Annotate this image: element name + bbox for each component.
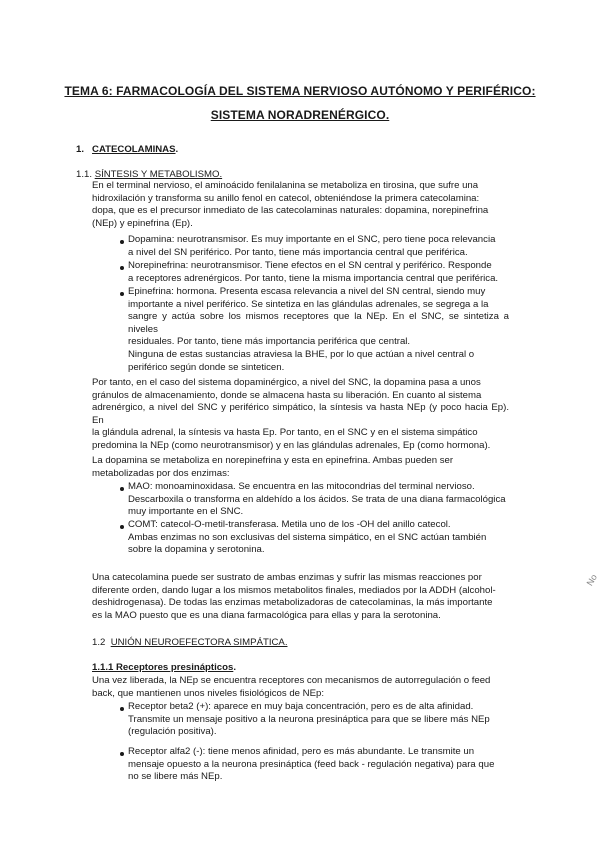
paragraph-metabolismo: La dopamina se metaboliza en norepinefrina y esta en epinefrina. Ambas pueden ser metabolizadas por dos enzimas:	[92, 455, 454, 479]
list-item-dopamina: Dopamina: neurotransmisor. Es muy importante en el SNC, pero tiene poca relevancia a nivel del SN periférico. Por tanto, tiene más importancia central que periférica.	[128, 234, 496, 258]
side-watermark: No	[585, 572, 600, 588]
subsection-label: SÍNTESIS Y METABOLISMO.	[94, 169, 223, 180]
section-number: 1.	[76, 144, 85, 155]
list-item-mao: MAO: monoaminoxidasa. Se encuentra en las mitocondrias del terminal nervioso. Descarboxila o transforma en aldehído a los ácidos. Se trata de una diana farmacológica muy importante en el SNC.	[128, 481, 506, 518]
list-item-comt: COMT: catecol-O-metil-transferasa. Metila uno de los -OH del anillo catecol. Ambas enzimas no son exclusivas del sistema simpático, en el SNC actúan también sobre la dopamina y serotonina.	[128, 519, 487, 556]
subsection-heading-1-2: 1.2 UNIÓN NEUROEFECTORA SIMPÁTICA.	[92, 637, 288, 648]
paragraph-sistema-dopaminergico: Por tanto, en el caso del sistema dopaminérgico, a nivel del SNC, la dopamina pasa a unos gránulos de almacenamiento, donde se almacena hasta su liberación. En cuanto al sistema adrenérgico, a nivel del SNC y periférico simpático, la síntesis va hasta NEp (y poco hacia Ep). En la glándula adrenal, la síntesis va hasta Ep. Por tanto, en el SNC y en el sistema simpático predomina la NEp (como neurotransmisor) y en las glándulas adrenales, Ep (como hormona).	[92, 377, 509, 451]
paragraph-receptores: Una vez liberada, la NEp se encuentra receptores con mecanismos de autorregulación o feed back, que mantienen unos niveles fisiológicos de NEp:	[92, 675, 491, 699]
list-item-epinefrina: Epinefrina: hormona. Presenta escasa relevancia a nivel del SN central, siendo muy importante a nivel periférico. Se sintetiza en las glándulas adrenales, se segrega a la sangre y actúa sobre los mismos receptores que la NEp. En el SNC, se sintetiza a niveles residuales. Por tanto, tiene más importancia periférica que central. Ninguna de estas sustancias atraviesa la BHE, por lo que actúan a nivel central o periférico según donde se sinteticen.	[128, 286, 509, 373]
intro-paragraph: En el terminal nervioso, el aminoácido fenilalanina se metaboliza en tirosina, que sufre una hidroxilación y transforma su anillo fenol en catecol, obteniéndose la primera catecolamina: dopa, que es el precursor inmediato de las catecolaminas naturales: dopamina, norepinefrina (NEp) y epinefrina (Ep).	[92, 180, 489, 229]
section-heading-1: 1. CATECOLAMINAS.	[76, 144, 179, 155]
subsection-label: UNIÓN NEUROEFECTORA SIMPÁTICA.	[110, 637, 288, 648]
subsection-heading-1-1: 1.1. SÍNTESIS Y METABOLISMO.	[76, 169, 223, 180]
list-item-receptor-beta2: Receptor beta2 (+): aparece en muy baja concentración, pero es de alta afinidad. Transmite un mensaje positivo a la neurona presináptica para que se libere más NEp (regulación positiva).	[128, 701, 490, 738]
section-label: CATECOLAMINAS	[92, 144, 176, 155]
subsection-heading-1-1-1: 1.1.1 Receptores presinápticos.	[92, 662, 236, 673]
list-item-norepinefrina: Norepinefrina: neurotransmisor. Tiene efectos en el SN central y periférico. Responde a receptores adrenérgicos. Por tanto, tiene la misma importancia central que periférica.	[128, 260, 499, 284]
page-title-line-1: TEMA 6: FARMACOLOGÍA DEL SISTEMA NERVIOSO AUTÓNOMO Y PERIFÉRICO:	[64, 84, 536, 98]
list-item-receptor-alfa2: Receptor alfa2 (-): tiene menos afinidad, pero es más abundante. Le transmite un mensaje opuesto a la neurona presináptica (feed back - regulación negativa) para que no se libere más NEp.	[128, 746, 495, 783]
page-title-line-2: SISTEMA NORADRENÉRGICO.	[210, 108, 390, 122]
paragraph-catecolamina-sustrato: Una catecolamina puede ser sustrato de ambas enzimas y sufrir las mismas reacciones por diferente orden, dando lugar a los mismos metabolitos finales, mediados por la ADDH (alcohol- deshidrogenasa). De todas las enzimas metabolizadoras de catecolaminas, la más importante es la MAO puesto que es una diana farmacológica para ellas y para la serotonina.	[92, 572, 496, 621]
